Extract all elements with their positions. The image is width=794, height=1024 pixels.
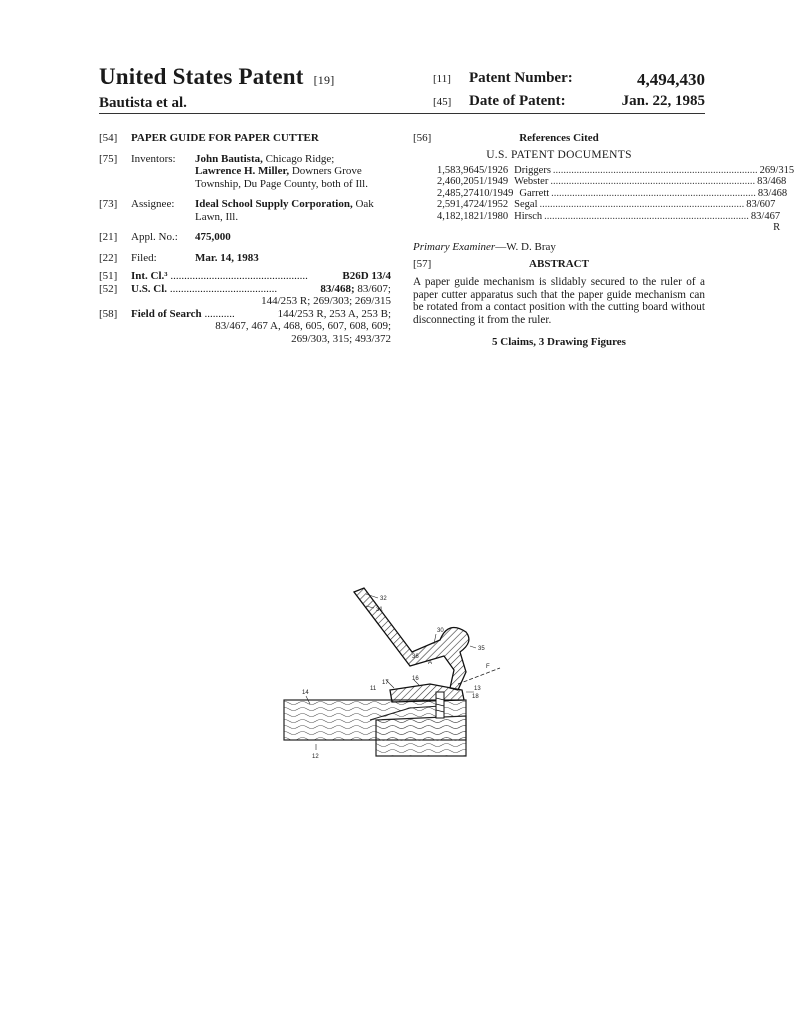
- us-cl-value-primary: 83/468;: [320, 282, 355, 295]
- int-cl-code: [51]: [99, 270, 118, 282]
- references-code: [56]: [413, 132, 432, 144]
- reference-class: 83/468: [757, 176, 787, 187]
- header-divider: [99, 113, 705, 114]
- fos-line2: 83/467, 467 A, 468, 605, 607, 608, 609;: [215, 320, 391, 332]
- reference-name: Hirsch: [514, 210, 543, 222]
- reference-class: 83/468: [757, 187, 788, 199]
- patent-number-row: [433, 70, 705, 87]
- reference-leader-dots: ..............................................................................: [550, 176, 756, 187]
- reference-number: 4,182,182: [437, 210, 479, 222]
- int-cl-label: Int. Cl.³: [131, 270, 168, 282]
- reference-date: 10/1949: [479, 187, 514, 199]
- reference-date: 1/1980: [479, 210, 509, 222]
- us-cl-label: U.S. Cl.: [131, 282, 168, 295]
- reference-name: Garrett: [519, 187, 550, 199]
- ref-label-13: 13: [474, 686, 481, 692]
- patent-number-label: Patent Number:: [469, 70, 573, 86]
- reference-row: [437, 176, 787, 188]
- inventors-label: Inventors:: [131, 152, 176, 165]
- reference-class: 269/315: [759, 164, 794, 176]
- us-patent-documents-heading: U.S. PATENT DOCUMENTS: [486, 149, 632, 161]
- reference-number: 2,485,274: [437, 187, 479, 199]
- ref-label-36: 36: [412, 654, 419, 660]
- reference-name: Driggers: [514, 164, 551, 176]
- int-cl-row: [99, 270, 391, 283]
- reference-date: 5/1926: [479, 164, 509, 176]
- title-code: [54]: [99, 132, 118, 144]
- examiner-line: [413, 241, 705, 254]
- patent-number-code: [11]: [433, 73, 451, 85]
- fos-code: [58]: [99, 307, 118, 320]
- ref-label-35: 35: [478, 646, 485, 652]
- references-list: [413, 164, 794, 234]
- reference-row: [437, 210, 781, 234]
- reference-row: [437, 199, 776, 211]
- abstract-code: [57]: [413, 258, 432, 270]
- appl-code: [21]: [99, 231, 118, 243]
- reference-leader-dots: ..............................................................................: [552, 164, 758, 176]
- abstract-heading: [413, 258, 705, 272]
- reference-leader-dots: ..............................................................................: [539, 199, 745, 210]
- ref-label-16: 16: [412, 676, 419, 682]
- us-cl-code: [52]: [99, 282, 118, 295]
- ref-label-32: 32: [380, 596, 387, 602]
- inventor2-name: Lawrence H. Miller,: [195, 165, 290, 177]
- inventors-value: [195, 153, 391, 191]
- us-cl-dots: .......................................: [169, 282, 278, 295]
- inventors-code: [75]: [99, 152, 118, 165]
- inventor2-place: Downers Grove Township, Du Page County, both of Ill.: [195, 165, 368, 190]
- references-abstract-column: [413, 132, 794, 349]
- patent-date-code: [45]: [433, 96, 452, 108]
- us-cl-value-rest: 83/607;: [354, 282, 391, 295]
- reference-date: 4/1952: [479, 199, 509, 210]
- int-cl-dots: ..................................................: [170, 270, 308, 282]
- patent-drawing: [280, 580, 510, 775]
- patent-date-label: Date of Patent:: [469, 93, 566, 109]
- patent-title-header: [99, 64, 334, 90]
- ref-label-f: F: [486, 664, 490, 670]
- int-cl-value: B26D 13/4: [342, 270, 391, 282]
- paper-guide-cross-section-drawing: [280, 580, 510, 770]
- assignee-row: [99, 198, 391, 223]
- examiner-name: —W. D. Bray: [495, 240, 556, 253]
- appl-no: 475,000: [195, 231, 231, 243]
- board-lower-block: [376, 716, 466, 756]
- ref-label-11: 11: [370, 686, 377, 692]
- reference-class: 83/467 R: [750, 210, 781, 233]
- filed-code: [22]: [99, 251, 118, 264]
- ref-label-17: 17: [382, 680, 389, 686]
- ref-label-14: 14: [302, 690, 309, 696]
- ref-label-30: 30: [437, 628, 444, 634]
- header-authors: Bautista et al.: [99, 95, 187, 111]
- patent-date-row: [433, 93, 705, 110]
- filed-label: Filed:: [131, 251, 157, 264]
- fos-line1: 144/253 R, 253 A, 253 B;: [277, 307, 391, 320]
- reference-number: 2,460,205: [437, 176, 479, 187]
- examiner-role: Primary Examiner: [413, 240, 496, 253]
- fos-label: Field of Search: [131, 307, 202, 320]
- paper-guide-arm-shape: [354, 588, 469, 690]
- header-title: United States Patent: [99, 64, 304, 89]
- us-cl-row: [99, 283, 391, 308]
- reference-number: 2,591,472: [437, 199, 479, 210]
- field-of-search-row: [99, 308, 391, 346]
- patent-date: Jan. 22, 1985: [621, 93, 705, 109]
- us-cl-line2: 144/253 R; 269/303; 269/315: [261, 295, 391, 307]
- appl-no-row: [99, 231, 391, 244]
- reference-class: 83/607: [746, 199, 776, 210]
- abstract-text: A paper guide mechanism is slidably secured to the ruler of a paper cutter apparatus such that the paper guide mechanism can be rotated from a contact position with the cutting board without disconnecting it from the ruler.: [413, 276, 705, 326]
- title-row: [99, 132, 391, 145]
- assignee-label: Assignee:: [131, 198, 175, 210]
- ref-label-31: 31: [376, 607, 383, 613]
- ref-label-18: 18: [472, 694, 479, 700]
- references-heading: [413, 132, 705, 146]
- reference-name: Webster: [514, 176, 549, 187]
- reference-number: 1,583,964: [437, 164, 479, 176]
- references-title: References Cited: [519, 132, 599, 144]
- reference-date: 1/1949: [479, 176, 509, 187]
- assignee-place: Oak Lawn, Ill.: [195, 198, 374, 223]
- inventor1-place: Chicago Ridge;: [262, 152, 335, 165]
- reference-row: [437, 164, 794, 177]
- fos-line3: 269/303, 315; 493/372: [291, 332, 391, 345]
- claims-summary: 5 Claims, 3 Drawing Figures: [492, 336, 626, 349]
- fos-dots: ...........: [204, 307, 235, 320]
- ref-label-12: 12: [312, 754, 319, 760]
- invention-title: PAPER GUIDE FOR PAPER CUTTER: [131, 132, 319, 144]
- abstract-title: ABSTRACT: [529, 258, 589, 270]
- ref-label-a: A: [428, 660, 433, 666]
- inventors-row: [99, 153, 391, 191]
- header-title-code: [19]: [313, 73, 335, 87]
- inventor1-name: John Bautista,: [195, 152, 263, 165]
- appl-label: Appl. No.:: [131, 231, 178, 243]
- reference-leader-dots: ..............................................................................: [551, 187, 756, 199]
- patent-number: 4,494,430: [637, 70, 705, 89]
- filed-date: Mar. 14, 1983: [195, 251, 259, 264]
- reference-leader-dots: ..............................................................................: [544, 210, 749, 222]
- bibliographic-column: [99, 132, 391, 353]
- reference-name: Segal: [514, 199, 538, 210]
- assignee-value: [195, 198, 391, 223]
- filed-row: [99, 252, 391, 265]
- reference-row: [437, 187, 788, 200]
- assignee-name: Ideal School Supply Corporation,: [195, 198, 353, 210]
- assignee-code: [73]: [99, 198, 118, 210]
